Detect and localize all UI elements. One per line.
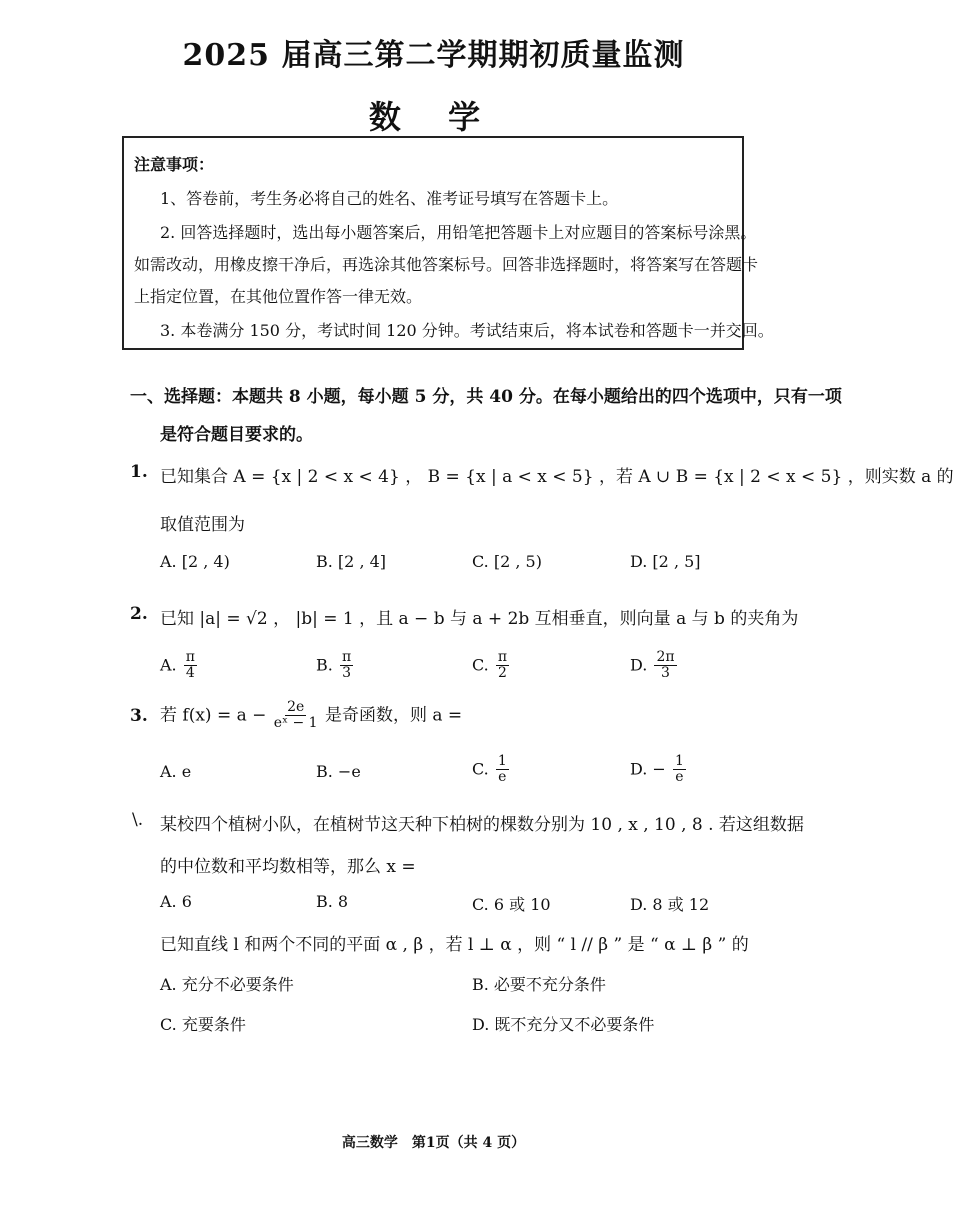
question-1-option-b: B. [2 , 4] bbox=[316, 552, 387, 571]
section-heading-line-2: 是符合题目要求的。 bbox=[160, 425, 313, 445]
notice-line-2b: 如需改动，用橡皮擦干净后，再选涂其他答案标号。回答非选择题时，将答案写在答题卡 bbox=[134, 255, 759, 274]
question-5-option-c: C. 充要条件 bbox=[160, 1015, 246, 1034]
question-2-option-b bbox=[316, 650, 355, 682]
question-5-option-b: B. 必要不充分条件 bbox=[472, 975, 606, 994]
stem-suffix: 是奇函数，则 a = bbox=[324, 705, 463, 726]
numerator: π bbox=[185, 649, 195, 665]
question-1-option-a: A. [2 , 4) bbox=[160, 552, 230, 571]
numerator: 1 bbox=[674, 753, 684, 769]
option-label: D. − bbox=[630, 759, 666, 779]
question-1-option-c: C. [2 , 5) bbox=[472, 552, 542, 571]
fraction bbox=[654, 650, 676, 682]
numerator: π bbox=[341, 649, 352, 665]
question-2-number: 2. bbox=[130, 604, 148, 624]
option-label: C. bbox=[472, 759, 489, 779]
question-3-option-c bbox=[472, 754, 511, 786]
fraction bbox=[340, 650, 353, 682]
exam-title: 2025 届高三第二学期期初质量监测 bbox=[182, 38, 685, 73]
question-4-option-b: B. 8 bbox=[316, 892, 349, 911]
question-3-option-a: A. e bbox=[160, 762, 192, 781]
subject-title: 数 学 bbox=[368, 98, 499, 136]
fraction bbox=[274, 700, 318, 732]
question-5-option-a: A. 充分不必要条件 bbox=[160, 975, 294, 994]
denominator: 3 bbox=[342, 665, 351, 682]
notice-line-1: 1、答卷前，考生务必将自己的姓名、准考证号填写在答题卡上。 bbox=[160, 189, 619, 208]
denominator: 3 bbox=[661, 665, 670, 682]
numerator: 1 bbox=[497, 753, 507, 769]
question-4-option-c: C. 6 或 10 bbox=[472, 895, 551, 914]
denominator: e bbox=[675, 769, 684, 786]
question-1-stem: 已知集合 A = {x | 2 < x < 4} ， B = {x | a < x < 5} ，若 A ∪ B = {x | 2 < x < 5} ，则实数 a 的 bbox=[160, 467, 954, 487]
question-4-option-d: D. 8 或 12 bbox=[630, 895, 710, 914]
question-3-option-d bbox=[630, 754, 688, 786]
question-4-option-a: A. 6 bbox=[160, 892, 192, 911]
option-label: B. bbox=[316, 655, 333, 675]
question-5-stem: 已知直线 l 和两个不同的平面 α , β ，若 l ⊥ α ，则 “ l // β ” 是 “ α ⊥ β ” 的 bbox=[160, 935, 749, 955]
option-label: A. bbox=[160, 655, 177, 675]
option-label: D. bbox=[630, 655, 648, 675]
question-2-option-a bbox=[160, 650, 199, 682]
question-1-number: 1. bbox=[130, 462, 148, 482]
denominator: 4 bbox=[185, 665, 195, 682]
page-footer: 高三数学 第1页（共 4 页） bbox=[341, 1135, 526, 1151]
notice-line-2c: 上指定位置，在其他位置作答一律无效。 bbox=[134, 287, 423, 306]
question-2-option-c bbox=[472, 650, 511, 682]
notice-box bbox=[122, 136, 774, 350]
fraction bbox=[673, 754, 686, 786]
numerator: 2e bbox=[287, 699, 305, 715]
question-2-option-d bbox=[630, 650, 679, 682]
question-4-stem: 某校四个植树小队，在植树节这天种下柏树的棵数分别为 10 , x , 10 , 8 . 若这组数据 bbox=[160, 815, 804, 835]
question-4-number: \. bbox=[132, 810, 144, 830]
fraction bbox=[496, 754, 509, 786]
notice-line-3: 3. 本卷满分 150 分，考试时间 120 分钟。考试结束后，将本试卷和答题卡一并交回。 bbox=[160, 321, 774, 340]
denominator: e bbox=[498, 769, 507, 786]
fraction bbox=[496, 650, 509, 682]
question-1-option-d: D. [2 , 5] bbox=[630, 552, 701, 571]
fraction bbox=[184, 650, 197, 682]
denominator: 2 bbox=[498, 665, 507, 682]
question-1-stem-2: 取值范围为 bbox=[160, 515, 245, 535]
numerator: 2π bbox=[656, 649, 675, 665]
section-heading-line-1: 一、选择题：本题共 8 小题，每小题 5 分，共 40 分。在每小题给出的四个选项中，只有一项 bbox=[130, 387, 842, 407]
question-4-stem-2: 的中位数和平均数相等，那么 x = bbox=[160, 857, 416, 877]
question-5-option-d: D. 既不充分又不必要条件 bbox=[472, 1015, 655, 1034]
denominator: eˣ − 1 bbox=[273, 715, 318, 732]
question-3-number: 3. bbox=[130, 706, 148, 726]
option-label: C. bbox=[472, 655, 489, 675]
notice-line-2a: 2. 回答选择题时，选出每小题答案后，用铅笔把答题卡上对应题目的答案标号涂黑。 bbox=[160, 223, 757, 242]
question-2-stem: 已知 |a| = √2 ， |b| = 1 ，且 a − b 与 a + 2b 互相垂直，则向量 a 与 b 的夹角为 bbox=[160, 609, 799, 629]
notice-heading: 注意事项： bbox=[134, 155, 215, 174]
question-3-stem bbox=[160, 700, 462, 732]
numerator: π bbox=[497, 649, 508, 665]
question-3-option-b: B. −e bbox=[316, 762, 361, 781]
stem-prefix: 若 f(x) = a − bbox=[160, 705, 267, 726]
